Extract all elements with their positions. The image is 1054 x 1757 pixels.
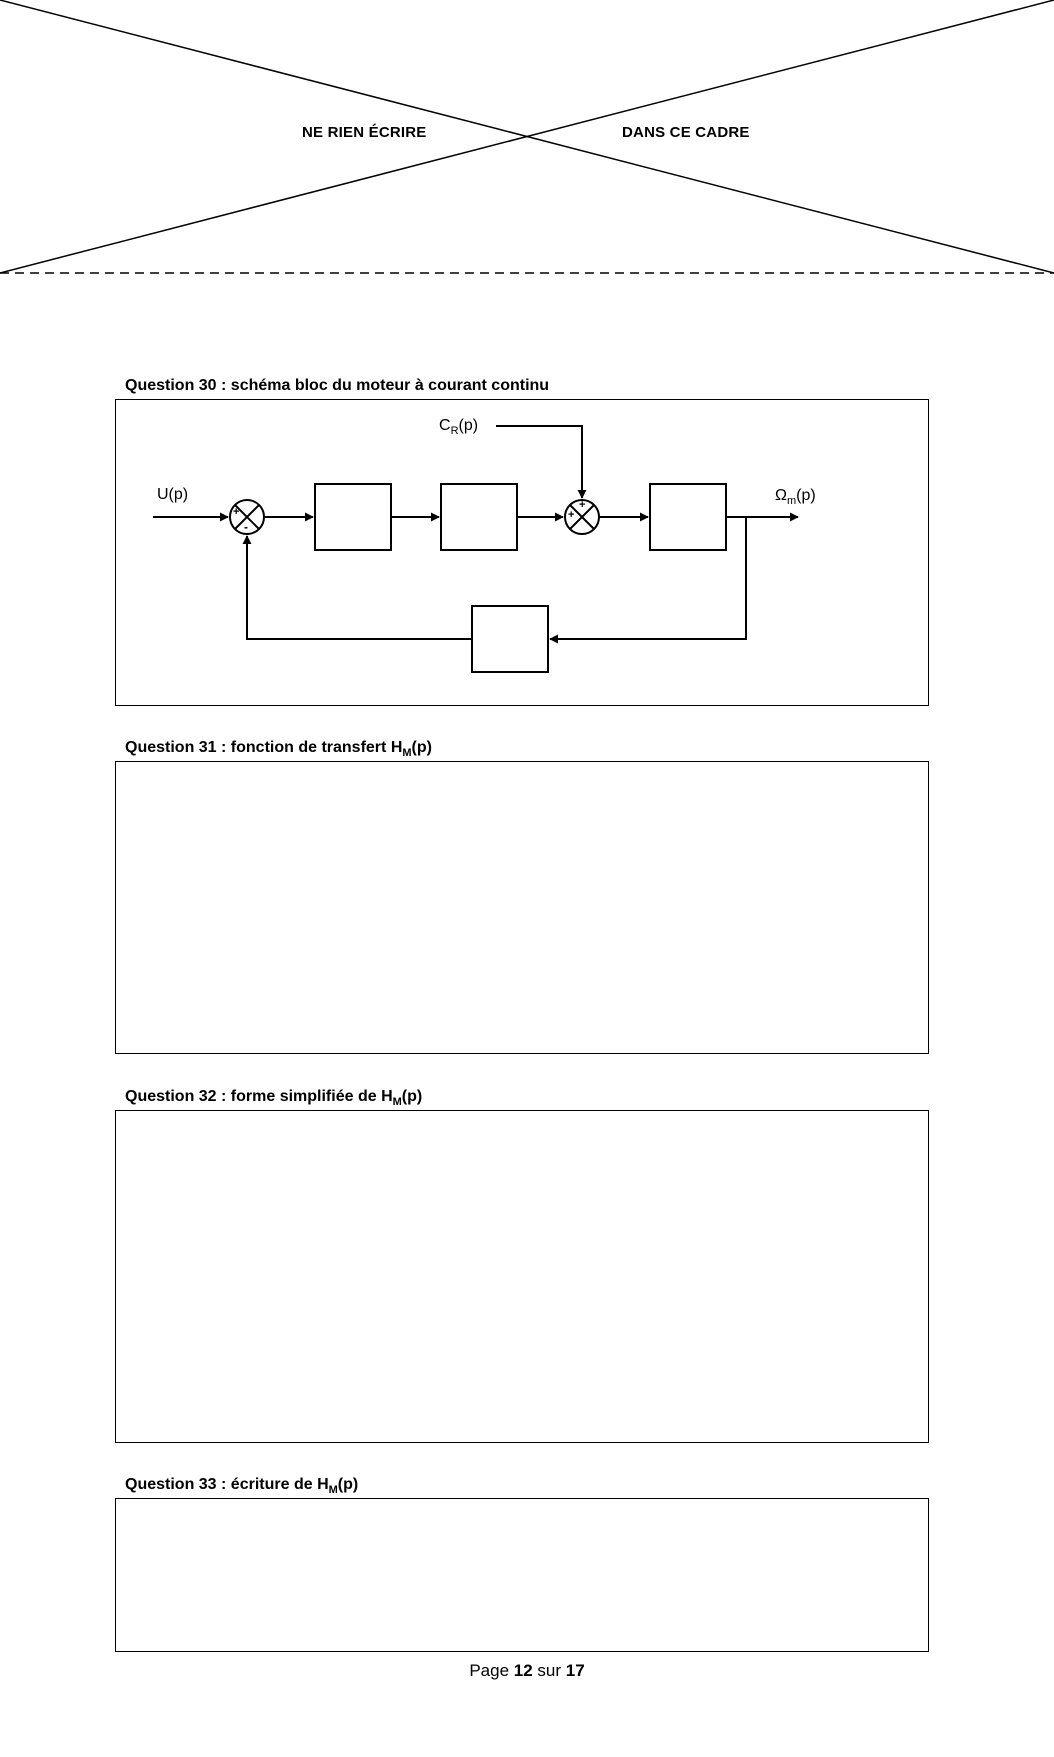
question-33-box[interactable]	[115, 1498, 929, 1652]
block-diagram	[0, 0, 1054, 720]
block-1	[315, 484, 391, 550]
input-label: U(p)	[157, 486, 189, 503]
question-30-title: Question 30 : schéma bloc du moteur à courant continu	[125, 377, 550, 394]
question-31-box[interactable]	[115, 761, 929, 1054]
sum1-plus-sign: +	[233, 506, 240, 518]
block-3	[650, 484, 726, 550]
sum2-left-plus-sign: +	[568, 509, 575, 521]
no-write-right-text: DANS CE CADRE	[622, 124, 750, 141]
sum2-top-plus-sign: +	[579, 499, 586, 511]
no-write-left-text: NE RIEN ÉCRIRE	[302, 124, 427, 141]
output-label: $\Omega_m(p)$	[775, 487, 816, 508]
question-33-title: Question 33 : écriture de $H_M(p)$	[125, 1476, 359, 1497]
block-2	[441, 484, 517, 550]
disturbance-label: $C_R(p)$	[439, 417, 479, 438]
feedback-block	[472, 606, 548, 672]
page-number: Page 12 sur 17	[469, 1661, 585, 1680]
question-32-box[interactable]	[115, 1110, 929, 1443]
question-31-title: Question 31 : fonction de transfert $H_M(p)$	[125, 739, 432, 760]
sum1-minus-sign: -	[244, 520, 248, 534]
question-32-title: Question 32 : forme simplifiée de $H_M(p)$	[125, 1088, 423, 1109]
